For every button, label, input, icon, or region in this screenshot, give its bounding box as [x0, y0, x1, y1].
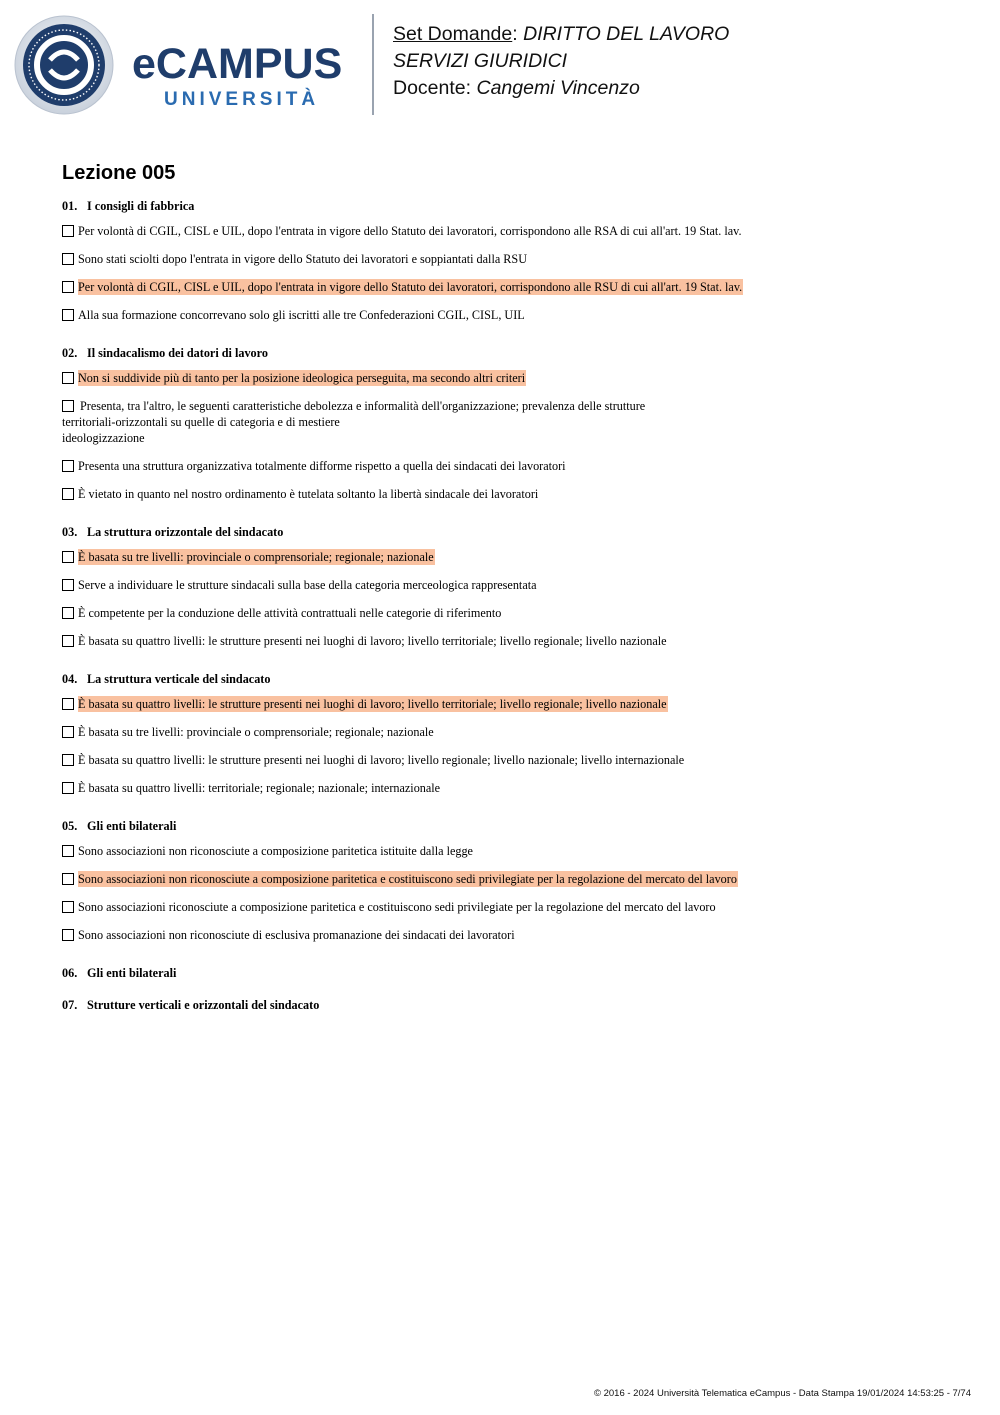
- set-line: Set Domande: DIRITTO DEL LAVORO: [393, 23, 730, 45]
- teacher-line: [393, 75, 729, 102]
- answer-option[interactable]: [62, 927, 962, 943]
- answer-text: Alla sua formazione concorrevano solo gli iscritti alle tre Confederazioni CGIL, CISL, UIL: [78, 308, 525, 322]
- answer-text: Sono stati sciolti dopo l'entrata in vigore dello Statuto dei lavoratori e soppiantati dalla RSU: [78, 252, 527, 266]
- answer-option[interactable]: [62, 307, 962, 323]
- answer-text: Presenta una struttura organizzativa totalmente difforme rispetto a quella dei sindacati dei lavoratori: [78, 459, 566, 473]
- question-6: [62, 965, 962, 981]
- question-title: [62, 524, 962, 540]
- answer-text: È basata su quattro livelli: le strutture presenti nei luoghi di lavoro; livello regionale; livello nazionale; livello internazionale: [78, 753, 685, 767]
- question-text: La struttura orizzontale del sindacato: [87, 525, 284, 539]
- answer-option[interactable]: [62, 899, 962, 915]
- answer-text: È vietato in quanto nel nostro ordinamento è tutelata soltanto la libertà sindacale dei lavoratori: [78, 487, 539, 501]
- question-7: [62, 997, 962, 1013]
- question-number: 05.: [62, 819, 78, 833]
- answer-text: Sono associazioni non riconosciute a composizione paritetica istituite dalla legge: [78, 844, 473, 858]
- answer-checkbox[interactable]: [62, 873, 74, 885]
- answer-checkbox[interactable]: [62, 929, 74, 941]
- question-number: 01.: [62, 199, 78, 213]
- page-header: [0, 0, 1000, 130]
- question-text: Il sindacalismo dei datori di lavoro: [87, 346, 268, 360]
- answer-option[interactable]: [62, 843, 962, 859]
- answer-checkbox[interactable]: [62, 754, 74, 766]
- question-text: Gli enti bilaterali: [87, 819, 177, 833]
- question-text: I consigli di fabbrica: [87, 199, 195, 213]
- answer-text: È basata su quattro livelli: territoriale; regionale; nazionale; internazionale: [78, 781, 441, 795]
- answer-checkbox[interactable]: [62, 901, 74, 913]
- question-5: [62, 818, 962, 943]
- answer-text: Presenta, tra l'altro, le seguenti caratteristiche debolezza e informalità dell'organizzazione; prevalenza delle strutture territoriali-orizzontali su quelle di categoria e di mestiere ideologizzazione: [62, 399, 646, 445]
- answer-text: È competente per la conduzione delle attività contrattuali nelle categorie di riferimento: [78, 606, 502, 620]
- answer-checkbox[interactable]: [62, 460, 74, 472]
- answer-checkbox[interactable]: [62, 782, 74, 794]
- answer-option[interactable]: [62, 577, 962, 593]
- question-title: [62, 345, 962, 361]
- answer-option[interactable]: [62, 279, 962, 295]
- answer-option[interactable]: [62, 223, 962, 239]
- logo-brand: eCAMPUS: [132, 40, 343, 88]
- answer-checkbox[interactable]: [62, 225, 74, 237]
- question-4: [62, 671, 962, 796]
- answer-text: Sono associazioni riconosciute a composizione paritetica e costituiscono sedi privilegiate per la regolazione del mercato del lavoro: [78, 900, 716, 914]
- question-title: [62, 198, 962, 214]
- question-3: [62, 524, 962, 649]
- teacher-label: Docente:: [393, 77, 472, 99]
- correct-answer-text: Sono associazioni non riconosciute a composizione paritetica e costituiscono sedi privilegiate per la regolazione del mercato del lavoro: [78, 872, 737, 886]
- answer-checkbox[interactable]: [62, 607, 74, 619]
- correct-answer-text: È basata su tre livelli: provinciale o comprensoriale; regionale; nazionale: [78, 550, 434, 564]
- answer-option[interactable]: [62, 780, 962, 796]
- answer-text: Serve a individuare le strutture sindacali sulla base della categoria merceologica rappresentata: [78, 578, 537, 592]
- answer-option[interactable]: [62, 398, 962, 446]
- question-title: [62, 997, 962, 1013]
- answer-checkbox[interactable]: [62, 372, 74, 384]
- answer-option[interactable]: [62, 605, 962, 621]
- answer-checkbox[interactable]: [62, 309, 74, 321]
- question-title: [62, 965, 962, 981]
- set-label: Set Domande: [393, 23, 513, 45]
- question-2: [62, 345, 962, 502]
- answer-option[interactable]: [62, 251, 962, 267]
- answer-option[interactable]: [62, 370, 962, 386]
- question-number: 02.: [62, 346, 78, 360]
- correct-answer-text: Non si suddivide più di tanto per la posizione ideologica perseguita, ma secondo altri criteri: [78, 371, 526, 385]
- answer-text: Per volontà di CGIL, CISL e UIL, dopo l'entrata in vigore dello Statuto dei lavoratori, corrispondono alle RSA di cui all'art. 19 Stat. lav.: [78, 224, 742, 238]
- answer-option[interactable]: [62, 486, 962, 502]
- answer-checkbox[interactable]: [62, 281, 74, 293]
- answer-option[interactable]: [62, 871, 962, 887]
- answer-checkbox[interactable]: [62, 579, 74, 591]
- answer-checkbox[interactable]: [62, 635, 74, 647]
- set-line-2: [393, 48, 729, 75]
- answer-option[interactable]: [62, 549, 962, 565]
- answer-checkbox[interactable]: [62, 551, 74, 563]
- question-title: [62, 818, 962, 834]
- correct-answer-text: È basata su quattro livelli: le strutture presenti nei luoghi di lavoro; livello territoriale; livello regionale; livello nazionale: [78, 697, 667, 711]
- ecampus-logo: [14, 14, 359, 116]
- question-number: 03.: [62, 525, 78, 539]
- answer-text: È basata su quattro livelli: le strutture presenti nei luoghi di lavoro; livello territoriale; livello regionale; livello nazionale: [78, 634, 667, 648]
- question-text: Gli enti bilaterali: [87, 966, 177, 980]
- logo-subtitle: UNIVERSITÀ: [164, 89, 320, 110]
- answer-text: Sono associazioni non riconosciute di esclusiva promanazione dei sindacati dei lavoratori: [78, 928, 515, 942]
- question-text: La struttura verticale del sindacato: [87, 672, 271, 686]
- answer-checkbox[interactable]: [62, 488, 74, 500]
- set-value: DIRITTO DEL LAVORO: [523, 23, 730, 45]
- question-list: [62, 198, 962, 1029]
- question-1: [62, 198, 962, 323]
- question-number: 07.: [62, 998, 78, 1012]
- answer-option[interactable]: [62, 458, 962, 474]
- lesson-title: Lezione 005: [62, 162, 176, 184]
- answer-option[interactable]: [62, 633, 962, 649]
- teacher-value: Cangemi Vincenzo: [476, 77, 640, 99]
- answer-checkbox[interactable]: [62, 400, 74, 412]
- question-number: 06.: [62, 966, 78, 980]
- answer-checkbox[interactable]: [62, 253, 74, 265]
- page-footer: © 2016 - 2024 Università Telematica eCampus - Data Stampa 19/01/2024 14:53:25 - 7/74: [593, 1388, 971, 1399]
- header-info: [393, 21, 729, 102]
- question-text: Strutture verticali e orizzontali del sindacato: [87, 998, 320, 1012]
- answer-option[interactable]: [62, 752, 962, 768]
- answer-option[interactable]: [62, 724, 962, 740]
- answer-checkbox[interactable]: [62, 845, 74, 857]
- answer-option[interactable]: [62, 696, 962, 712]
- answer-checkbox[interactable]: [62, 698, 74, 710]
- set-value-line2: SERVIZI GIURIDICI: [393, 50, 568, 72]
- question-number: 04.: [62, 672, 78, 686]
- correct-answer-text: Per volontà di CGIL, CISL e UIL, dopo l'entrata in vigore dello Statuto dei lavoratori, corrispondono alle RSU di cui all'art. 19 Stat. lav.: [78, 280, 743, 294]
- header-divider: [372, 14, 374, 115]
- question-title: [62, 671, 962, 687]
- answer-text: È basata su tre livelli: provinciale o comprensoriale; regionale; nazionale: [78, 725, 434, 739]
- answer-checkbox[interactable]: [62, 726, 74, 738]
